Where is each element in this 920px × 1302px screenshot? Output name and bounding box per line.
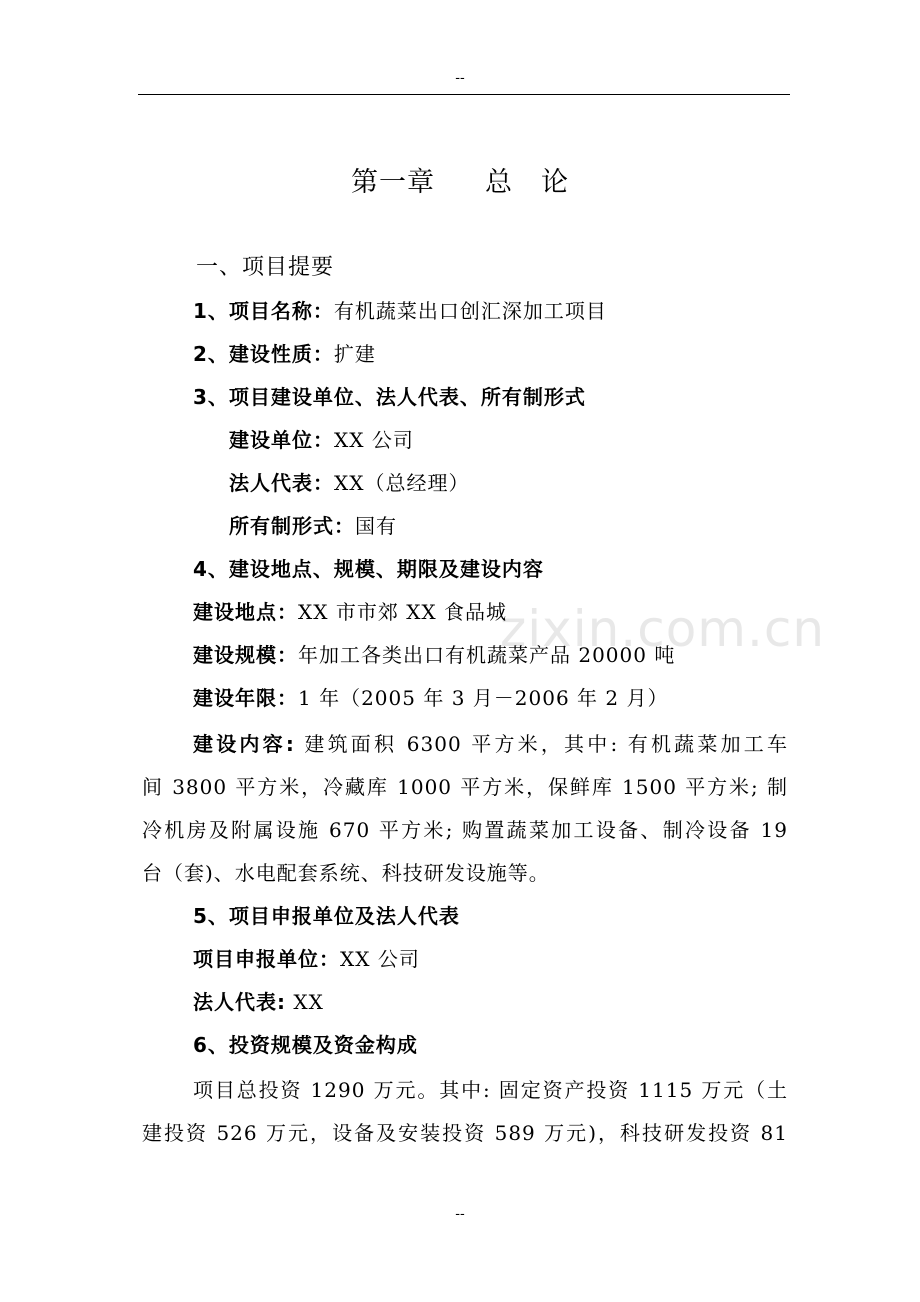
item-label: 2、建设性质： xyxy=(193,342,334,366)
item-value: 扩建 xyxy=(333,342,376,366)
chapter-number: 第一章 xyxy=(351,167,435,198)
item-value: 年加工各类出口有机蔬菜产品 20000 吨 xyxy=(298,643,676,667)
item-project-name xyxy=(193,297,607,325)
page-header-mark: -- xyxy=(455,70,465,86)
item-construction-unit xyxy=(229,426,414,454)
item-heading: 3、项目建设单位、法人代表、所有制形式 xyxy=(193,385,586,409)
chapter-name: 总 论 xyxy=(485,167,569,198)
item-value: XX 公司 xyxy=(334,428,414,452)
item-applicant-rep xyxy=(193,988,324,1016)
item-location xyxy=(193,598,507,626)
page-footer-mark: -- xyxy=(455,1206,465,1222)
item-label: 建设单位： xyxy=(229,428,334,452)
item-scale xyxy=(193,641,675,669)
item-label: 建设规模： xyxy=(193,643,298,667)
item-label: 建设地点： xyxy=(193,600,298,624)
item-period xyxy=(193,684,668,712)
item-label: 建设内容: xyxy=(193,732,295,756)
item-heading: 6、投资规模及资金构成 xyxy=(193,1033,418,1057)
item-label: 法人代表： xyxy=(229,471,334,495)
item-heading: 4、建设地点、规模、期限及建设内容 xyxy=(193,557,544,581)
item-value: XX（总经理） xyxy=(334,471,470,495)
item-label: 项目申报单位： xyxy=(193,947,340,971)
item-label: 建设年限： xyxy=(193,686,298,710)
paragraph-line: 冷机房及附属设施 670 平方米; 购置蔬菜加工设备、制冷设备 19 xyxy=(142,818,788,842)
paragraph-line: 台（套)、水电配套系统、科技研发设施等。 xyxy=(142,861,550,885)
item-value: XX xyxy=(293,990,324,1014)
paragraph-line: 项目总投资 1290 万元。其中: 固定资产投资 1115 万元（土 xyxy=(193,1078,788,1102)
paragraph-line: 间 3800 平方米，冷藏库 1000 平方米，保鲜库 1500 平方米; 制 xyxy=(142,775,788,799)
item-label: 所有制形式： xyxy=(229,514,355,538)
item-applicant-unit xyxy=(193,945,420,973)
item-ownership xyxy=(229,512,397,540)
item-heading: 5、项目申报单位及法人代表 xyxy=(193,904,460,928)
item-legal-rep xyxy=(229,469,469,497)
item-value: 建筑面积 6300 平方米，其中: 有机蔬菜加工车 xyxy=(304,732,788,756)
item-value: XX 公司 xyxy=(340,947,420,971)
watermark: zixin.com.cn xyxy=(500,600,826,658)
item-construction-nature xyxy=(193,340,376,368)
item-label: 法人代表: xyxy=(193,990,286,1014)
construction-content-line xyxy=(193,730,788,758)
item-value: 1 年（2005 年 3 月－2006 年 2 月） xyxy=(298,686,669,710)
item-value: XX 市市郊 XX 食品城 xyxy=(298,600,508,624)
chapter-title xyxy=(0,160,920,199)
item-value: 有机蔬菜出口创汇深加工项目 xyxy=(333,299,607,323)
header-rule xyxy=(138,94,790,95)
paragraph-line: 建投资 526 万元，设备及安装投资 589 万元)，科技研发投资 81 xyxy=(142,1121,788,1145)
item-value: 国有 xyxy=(355,514,397,538)
section-heading: 一、项目提要 xyxy=(196,255,335,280)
item-label: 1、项目名称： xyxy=(193,299,334,323)
